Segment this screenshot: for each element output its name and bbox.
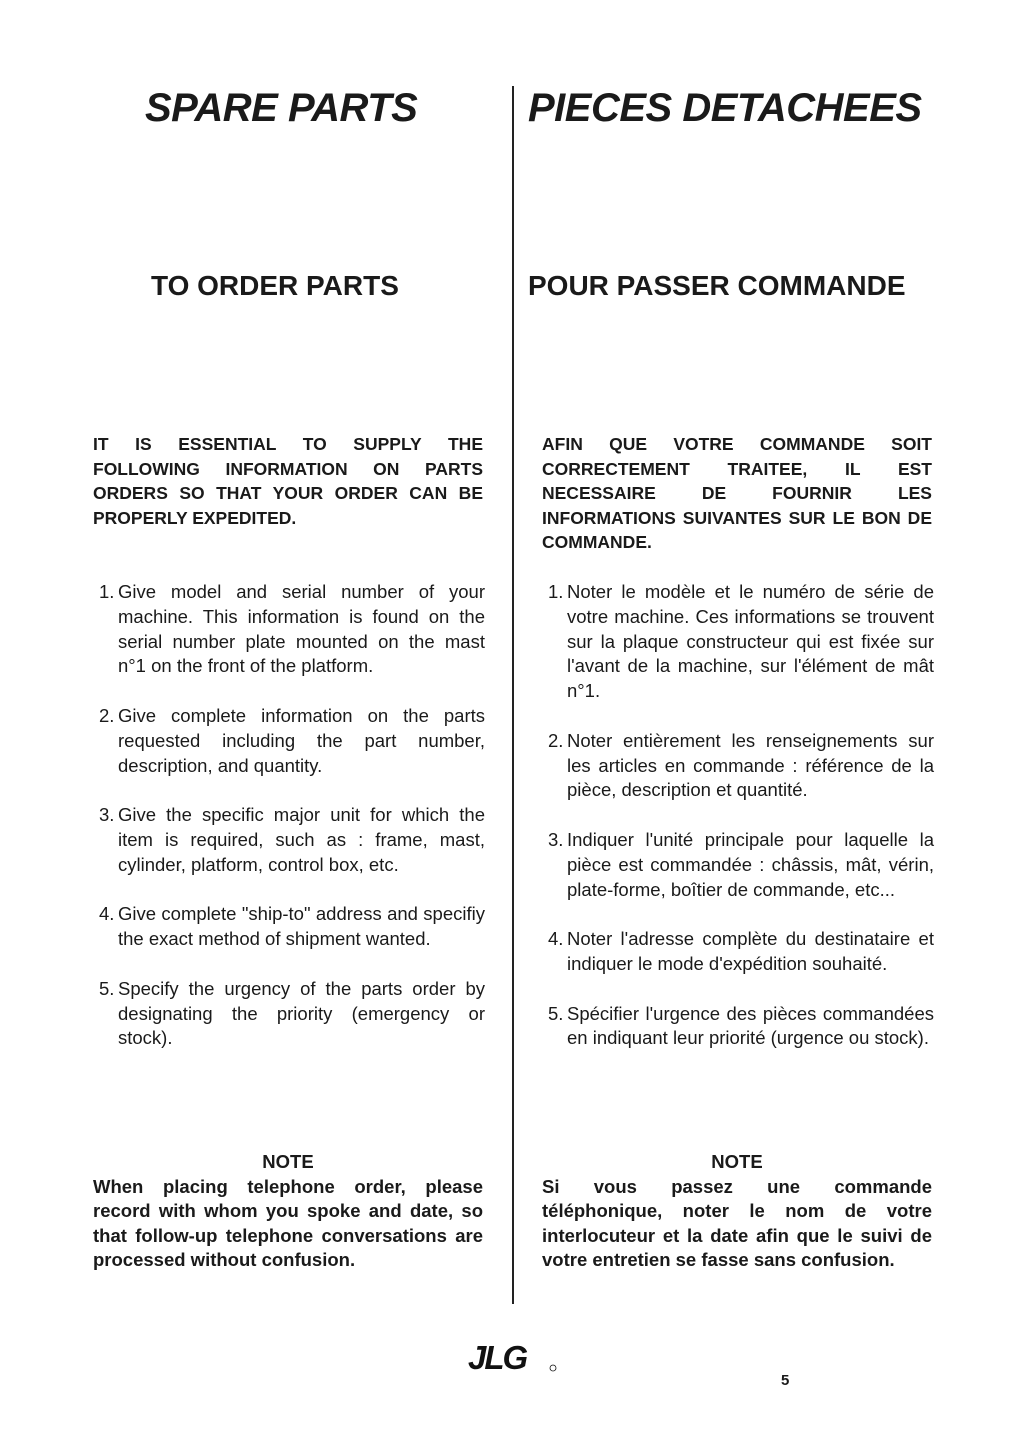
steps-list-english xyxy=(93,580,485,1076)
note-english xyxy=(93,1150,483,1273)
list-item xyxy=(542,580,934,704)
page-title-french: PIECES DETACHEES xyxy=(528,86,922,130)
step-number: 3. xyxy=(99,804,115,826)
step-number: 5. xyxy=(548,1002,564,1024)
step-number: 2. xyxy=(548,729,564,751)
list-item xyxy=(542,927,934,977)
step-number: 4. xyxy=(99,903,115,925)
step-text: Spécifier l'urgence des pièces commandées en indiquant leur priorité (urgence ou stock). xyxy=(567,1002,934,1049)
step-number: 1. xyxy=(99,581,115,602)
page-title-english: SPARE PARTS xyxy=(145,86,418,130)
note-french xyxy=(542,1150,932,1273)
step-text: Give complete "ship-to" address and specifiy the exact method of shipment wanted. xyxy=(118,903,485,950)
step-number: 2. xyxy=(99,704,115,726)
jlg-logo-text: JLG xyxy=(468,1340,527,1374)
step-text: Noter entièrement les renseignements sur les articles en commande : référence de la pièce, description et quantité. xyxy=(567,729,934,801)
list-item xyxy=(542,729,934,803)
intro-english: IT IS ESSENTIAL TO SUPPLY THE FOLLOWING INFORMATION ON PARTS ORDERS SO THAT YOUR ORDER CAN BE PROPERLY EXPEDITED. xyxy=(93,434,483,528)
step-text: Indiquer l'unité principale pour laquelle la pièce est commandée : châssis, mât, vérin, plate-forme, boîtier de commande, etc... xyxy=(567,828,934,900)
list-item xyxy=(93,977,485,1051)
note-heading: NOTE xyxy=(262,1151,314,1172)
step-text: Specify the urgency of the parts order by designating the priority (emergency or stock). xyxy=(118,977,485,1049)
list-item xyxy=(93,803,485,877)
section-title-french: POUR PASSER COMMANDE xyxy=(528,270,906,301)
list-item xyxy=(93,902,485,952)
page-number: 5 xyxy=(781,1372,790,1389)
step-text: Give the specific major unit for which the item is required, such as : frame, mast, cylinder, platform, control box, etc. xyxy=(118,804,485,875)
jlg-logo xyxy=(467,1340,559,1374)
step-text: Give model and serial number of your machine. This information is found on the serial number plate mounted on the mast n°1 on the front of the platform. xyxy=(118,581,485,677)
step-number: 4. xyxy=(548,928,564,950)
note-text: Si vous passez une commande téléphonique, noter le nom de votre interlocuteur et la date afin que le suivi de votre entretien se fasse sans confusion. xyxy=(542,1175,932,1271)
note-text: When placing telephone order, please record with whom you spoke and date, so that follow-up telephone conversations are processed without confusion. xyxy=(93,1175,483,1271)
column-divider xyxy=(512,86,514,1304)
step-number: 3. xyxy=(548,828,564,850)
list-item xyxy=(542,1002,934,1052)
step-text: Noter le modèle et le numéro de série de votre machine. Ces informations se trouvent sur la plaque constructeur qui est fixée sur l'avant de la machine, sur l'élément de mât n°1. xyxy=(567,581,934,702)
step-number: 1. xyxy=(548,581,564,602)
step-number: 5. xyxy=(99,977,115,999)
step-text: Noter l'adresse complète du destinataire et indiquer le mode d'expédition souhaité. xyxy=(567,928,934,974)
list-item xyxy=(542,828,934,902)
section-title-english: TO ORDER PARTS xyxy=(151,270,399,301)
step-text: Give complete information on the parts requested including the part number, description, and quantity. xyxy=(118,704,485,776)
note-heading: NOTE xyxy=(711,1151,763,1172)
list-item xyxy=(93,704,485,778)
intro-french: AFIN QUE VOTRE COMMANDE SOIT CORRECTEMENT TRAITEE, IL EST NECESSAIRE DE FOURNIR LES INFORMATIONS SUIVANTES SUR LE BON DE COMMANDE. xyxy=(542,434,932,553)
steps-list-french xyxy=(542,580,934,1076)
list-item xyxy=(93,580,485,679)
